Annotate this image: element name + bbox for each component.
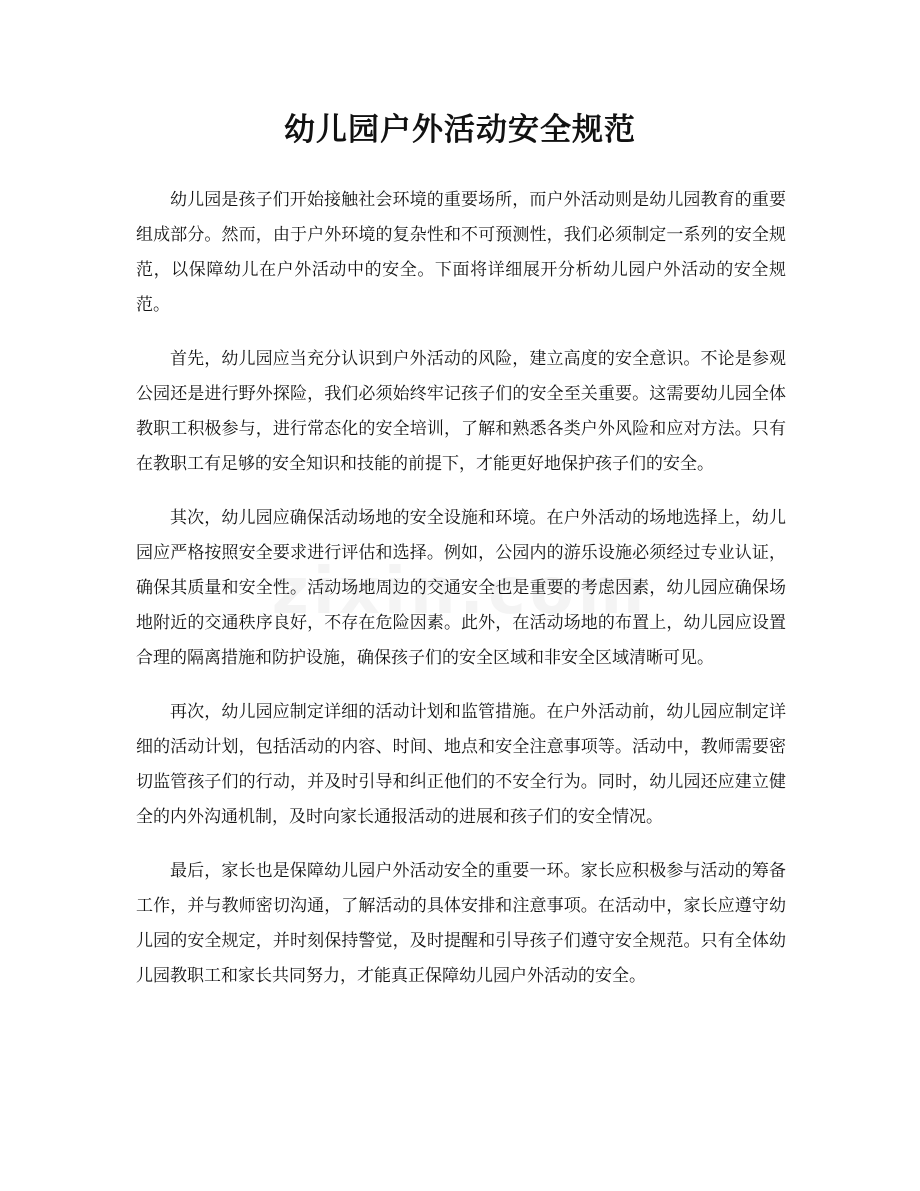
paragraph-second: 其次，幼儿园应确保活动场地的安全设施和环境。在户外活动的场地选择上，幼儿园应严格按照安全要求进行评估和选择。例如，公园内的游乐设施必须经过专业认证，确保其质量和安全性。活动场地周边的交通安全也是重要的考虑因素，幼儿园应确保场地附近的交通秩序良好，不存在危险因素。此外，在活动场地的布置上，幼儿园应设置合理的隔离措施和防护设施，确保孩子们的安全区域和非安全区域清晰可见。 <box>136 508 786 668</box>
paragraph-intro: 幼儿园是孩子们开始接触社会环境的重要场所，而户外活动则是幼儿园教育的重要组成部分。然而，由于户外环境的复杂性和不可预测性，我们必须制定一系列的安全规范，以保障幼儿在户外活动中的安全。下面将详细展开分析幼儿园户外活动的安全规范。 <box>136 190 786 315</box>
paragraph-last: 最后，家长也是保障幼儿园户外活动安全的重要一环。家长应积极参与活动的筹备工作，并与教师密切沟通，了解活动的具体安排和注意事项。在活动中，家长应遵守幼儿园的安全规定，并时刻保持警觉，及时提醒和引导孩子们遵守安全规范。只有全体幼儿园教职工和家长共同努力，才能真正保障幼儿园户外活动的安全。 <box>136 861 786 986</box>
paragraph-third: 再次，幼儿园应制定详细的活动计划和监管措施。在户外活动前，幼儿园应制定详细的活动计划，包括活动的内容、时间、地点和安全注意事项等。活动中，教师需要密切监管孩子们的行动，并及时引导和纠正他们的不安全行为。同时，幼儿园还应建立健全的内外沟通机制，及时向家长通报活动的进展和孩子们的安全情况。 <box>136 702 786 827</box>
document-body <box>136 183 786 1013</box>
paragraph-first: 首先，幼儿园应当充分认识到户外活动的风险，建立高度的安全意识。不论是参观公园还是进行野外探险，我们必须始终牢记孩子们的安全至关重要。这需要幼儿园全体教职工积极参与，进行常态化的安全培训，了解和熟悉各类户外风险和应对方法。只有在教职工有足够的安全知识和技能的前提下，才能更好地保护孩子们的安全。 <box>136 349 786 474</box>
page-title: 幼儿园户外活动安全规范 <box>284 112 636 148</box>
